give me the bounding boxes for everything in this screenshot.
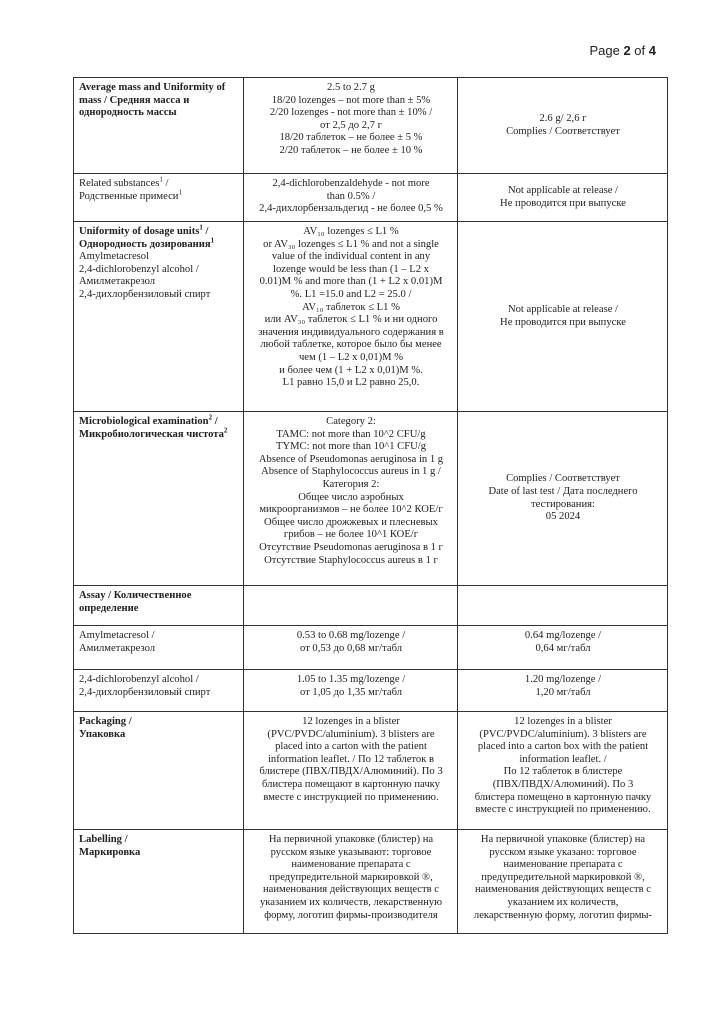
requirement-cell: 2,4-dichlorobenzaldehyde - not more than 0.5% / 2,4-дихлорбензальдегид - не более 0,5 % (244, 174, 458, 222)
specification-table (73, 77, 668, 934)
table-row-average-mass (74, 78, 668, 174)
result-cell: Complies / Соответствует Date of last test / Дата последнего тестирования: 05 2024 (458, 412, 668, 586)
requirement-cell: На первичной упаковке (блистер) на русском языке указывают: торговое наименование препарата с предупредительной маркировкой ®, наименования действующих веществ с указанием их количеств, лекарственную форму, логотип фирмы-производителя (244, 830, 458, 934)
table-row-microbiological (74, 412, 668, 586)
table-row-dichlorobenzyl (74, 670, 668, 712)
result-cell: 1.20 mg/lozenge / 1,20 мг/табл (458, 670, 668, 712)
requirement-cell (244, 586, 458, 626)
result-cell: Not applicable at release / Не проводится при выпуске (458, 222, 668, 412)
requirement-cell: 0.53 to 0.68 mg/lozenge / от 0,53 до 0,68 мг/табл (244, 626, 458, 670)
test-name-cell: Packaging / Упаковка (74, 712, 244, 830)
result-cell: 2.6 g/ 2,6 г Complies / Соответствует (458, 78, 668, 174)
requirement-cell: 12 lozenges in a blister (PVC/PVDC/aluminium). 3 blisters are placed into a carton with the patient information leaflet. / По 12 таблеток в блистере (ПВХ/ПВДХ/Алюминий). По 3 блистера помещают в картонную пачку вместе с инструкцией по применению. (244, 712, 458, 830)
table-row-amylmetacresol (74, 626, 668, 670)
test-name-cell: 2,4-dichlorobenzyl alcohol / 2,4-дихлорбензиловый спирт (74, 670, 244, 712)
test-name-cell: Uniformity of dosage units$^1$ / Однородность дозирования$^1$ Amylmetacresol 2,4-dichlorobenzyl alcohol / Амилметакрезол 2,4-дихлорбензиловый спирт (74, 222, 244, 412)
requirement-cell: Category 2: TAMC: not more than 10^2 CFU/g TYMC: not more than 10^1 CFU/g Absence of Pseudomonas aeruginosa in 1 g Absence of Staphylococcus aureus in 1 g / Категория 2: Общее число аэробных микроорганизмов – не более 10^2 КОЕ/г Общее число дрожжевых и плесневых грибов – не более 10^1 КОЕ/г Отсутствие Pseudomonas aeruginosa в 1 г Отсутствие Staphylococcus aureus в 1 г (244, 412, 458, 586)
test-name-cell: Labelling / Маркировка (74, 830, 244, 934)
requirement-cell: 1.05 to 1.35 mg/lozenge / от 1,05 до 1,35 мг/табл (244, 670, 458, 712)
result-cell: 0.64 mg/lozenge / 0,64 мг/табл (458, 626, 668, 670)
table-row-assay (74, 586, 668, 626)
table-row-packaging (74, 712, 668, 830)
test-name-cell: Assay / Количественное определение (74, 586, 244, 626)
table-row-uniformity-dosage (74, 222, 668, 412)
result-cell: Not applicable at release / Не проводится при выпуске (458, 174, 668, 222)
test-name-cell: Microbiological examination$^2$ / Микробиологическая чистота$^2$ (74, 412, 244, 586)
result-cell: На первичной упаковке (блистер) на русском языке указано: торговое наименование препарата с предупредительной маркировкой ®, наименования действующих веществ с указанием их количеств, лекарственную форму, логотип фирмы- (458, 830, 668, 934)
test-name-cell: Average mass and Uniformity of mass / Средняя масса и однородность массы (74, 78, 244, 174)
result-cell (458, 586, 668, 626)
result-cell: 12 lozenges in a blister (PVC/PVDC/aluminium). 3 blisters are placed into a carton box with the patient information leaflet. / По 12 таблеток в блистере (ПВХ/ПВДХ/Алюминий). По 3 блистера помещено в картонную пачку вместе с инструкцией по применению. (458, 712, 668, 830)
test-name-cell: Amylmetacresol / Амилметакрезол (74, 626, 244, 670)
requirement-cell: AV₁₀ lozenges ≤ L1 % or AV₃₀ lozenges ≤ L1 % and not a single value of the individual content in any lozenge would be less than (1 – L2 x 0.01)M % and more than (1 + L2 x 0.01)M %. L1 =15.0 and L2 = 25.0 / AV₁₀ таблеток ≤ L1 % или AV₃₀ таблеток ≤ L1 % и ни одного значения индивидуального содержания в любой таблетке, которое было бы менее чем (1 – L2 x 0,01)M % и более чем (1 + L2 x 0,01)M %. L1 равно 15,0 и L2 равно 25,0. (244, 222, 458, 412)
table-row-labelling (74, 830, 668, 934)
table-row-related-substances (74, 174, 668, 222)
test-name-cell: Related substances$^1$ / Родственные примеси$^1$ (74, 174, 244, 222)
requirement-cell: 2.5 to 2.7 g 18/20 lozenges – not more than ± 5% 2/20 lozenges - not more than ± 10% / от 2,5 до 2,7 г 18/20 таблеток – не более ± 5 % 2/20 таблеток – не более ± 10 % (244, 78, 458, 174)
page-number: Page 2 of 4 (589, 43, 656, 58)
